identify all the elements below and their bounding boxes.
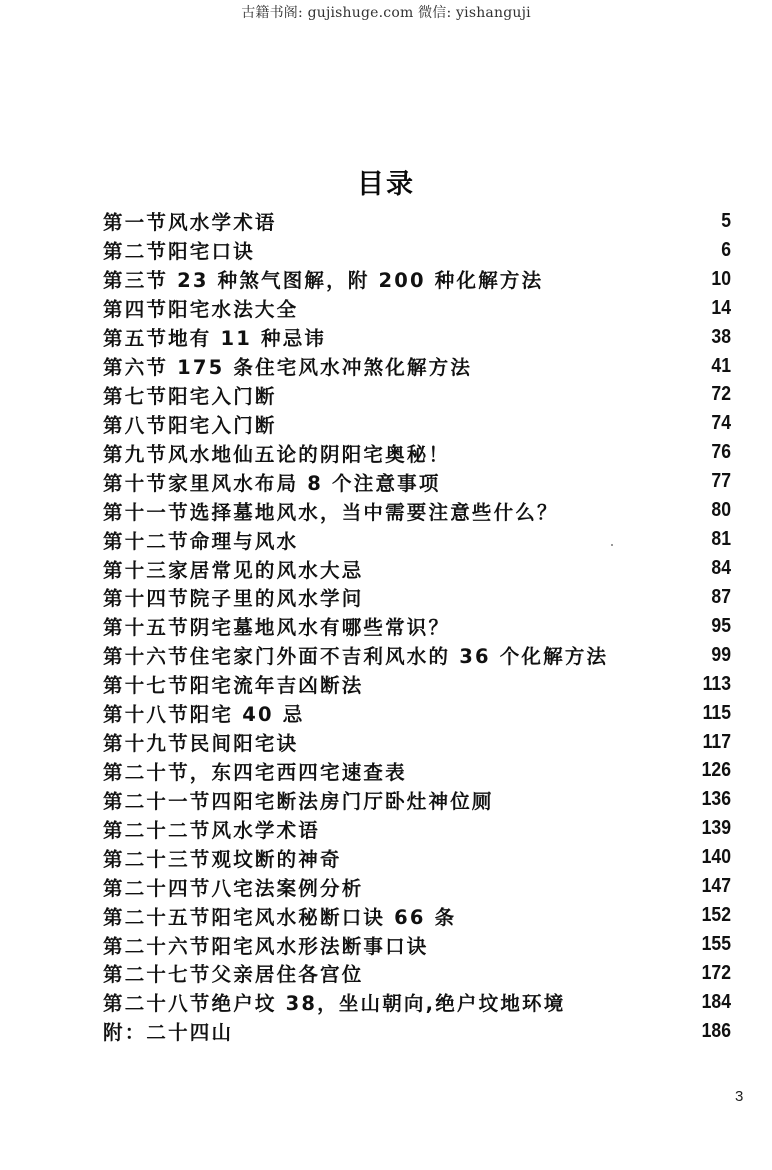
toc-entry-page: 140 — [701, 846, 731, 869]
toc-entry-page: 6 — [721, 238, 731, 261]
toc-entry[interactable] — [103, 641, 731, 670]
toc-entry-page: 113 — [702, 672, 731, 695]
toc-entry-label: 第八节阳宅入门断 — [103, 413, 277, 437]
toc-entry-label: 第二节阳宅口诀 — [103, 240, 255, 264]
toc-entry-page: 147 — [701, 875, 731, 898]
toc-entry[interactable] — [103, 554, 731, 583]
toc-entry-label: 第一节风水学术语 — [103, 211, 277, 235]
toc-entry[interactable] — [103, 467, 731, 496]
toc-entry-page: 139 — [701, 817, 731, 840]
toc-entry-label: 第四节阳宅水法大全 — [103, 298, 299, 322]
toc-entry-label: 第二十二节风水学术语 — [103, 818, 321, 842]
toc-entry[interactable] — [103, 872, 731, 901]
page-number: 3 — [735, 1088, 744, 1105]
watermark-header: 古籍书阁: gujishuge.com 微信: yishanguji — [241, 5, 531, 21]
toc-entry-page: 41 — [711, 354, 731, 377]
toc-entry-label: 第十节家里风水布局 8 个注意事项 — [103, 471, 441, 495]
toc-entry[interactable] — [103, 814, 731, 843]
toc-entry[interactable] — [103, 381, 731, 410]
toc-entry-page: 5 — [721, 209, 731, 232]
toc-entry-page: 152 — [701, 904, 731, 927]
toc-entry-page: 81 — [711, 528, 731, 551]
toc-entry-label: 第二十四节八宅法案例分析 — [103, 876, 364, 900]
toc-entry[interactable] — [103, 525, 731, 554]
toc-entry[interactable] — [103, 294, 731, 323]
toc-entry-page: 184 — [701, 990, 731, 1013]
toc-entry-label: 第十三家居常见的风水大忌 — [103, 558, 364, 582]
toc-entry[interactable] — [103, 901, 731, 930]
toc-entry-page: 38 — [711, 325, 731, 348]
toc-entry[interactable] — [103, 699, 731, 728]
toc-entry-page: 80 — [711, 499, 731, 522]
toc-entry-label: 第十八节阳宅 40 忌 — [103, 703, 305, 727]
toc-entry[interactable] — [103, 265, 731, 294]
toc-entry-label: 第二十三节观坟断的神奇 — [103, 847, 342, 871]
toc-entry-label: 第二十八节绝户坟 38，坐山朝向,绝户坟地环境 — [103, 992, 566, 1016]
toc-entry-label: 第十四节院子里的风水学问 — [103, 587, 364, 611]
toc-entry[interactable] — [103, 785, 731, 814]
toc-entry[interactable] — [103, 930, 731, 959]
toc-entry[interactable] — [103, 352, 731, 381]
toc-entry-page: 14 — [711, 296, 731, 319]
toc-entry[interactable] — [103, 438, 731, 467]
toc-entry[interactable] — [103, 757, 731, 786]
toc-entry[interactable] — [103, 323, 731, 352]
toc-entry-page: 115 — [702, 701, 731, 724]
toc-entry-label: 第十一节选择墓地风水，当中需要注意些什么？ — [103, 500, 559, 524]
toc-entry-page: 74 — [711, 412, 731, 435]
toc-entry-page: 117 — [702, 730, 731, 753]
toc-entry-page: 99 — [711, 643, 731, 666]
toc-entry-page: 136 — [701, 788, 731, 811]
toc-entry-page: 72 — [711, 383, 731, 406]
toc-entry-page: 126 — [701, 759, 731, 782]
scan-speck — [611, 544, 613, 546]
toc-entry-label: 第七节阳宅入门断 — [103, 384, 277, 408]
toc-entry-page: 10 — [711, 267, 731, 290]
toc-title: 目录 — [357, 169, 415, 200]
toc-entry-label: 第二十六节阳宅风水形法断事口诀 — [103, 934, 429, 958]
toc-entry-label: 第十二节命理与风水 — [103, 529, 299, 553]
toc-entry-label: 第六节 175 条住宅风水冲煞化解方法 — [103, 356, 473, 380]
toc-entry-label: 第二十五节阳宅风水秘断口诀 66 条 — [103, 905, 457, 929]
toc-entry[interactable] — [103, 670, 731, 699]
toc-entry-page: 76 — [711, 441, 731, 464]
toc-entry-label: 第二十七节父亲居住各宫位 — [103, 963, 364, 987]
toc-entry-label: 第九节风水地仙五论的阴阳宅奥秘！ — [103, 442, 451, 466]
toc-entry-page: 87 — [711, 585, 731, 608]
toc-entry[interactable] — [103, 236, 731, 265]
toc-entry-label: 附：二十四山 — [103, 1021, 234, 1045]
table-of-contents — [103, 207, 731, 1046]
toc-entry-label: 第二十一节四阳宅断法房门厅卧灶神位厕 — [103, 789, 494, 813]
toc-entry[interactable] — [103, 583, 731, 612]
toc-entry-page: 84 — [711, 557, 731, 580]
toc-entry-label: 第二十节，东四宅西四宅速查表 — [103, 760, 407, 784]
toc-entry-label: 第十五节阴宅墓地风水有哪些常识？ — [103, 616, 451, 640]
toc-entry[interactable] — [103, 207, 731, 236]
toc-entry-page: 186 — [701, 1019, 731, 1042]
toc-entry-label: 第十六节住宅家门外面不吉利风水的 36 个化解方法 — [103, 645, 609, 669]
toc-entry[interactable] — [103, 612, 731, 641]
toc-entry[interactable] — [103, 409, 731, 438]
toc-entry[interactable] — [103, 728, 731, 757]
toc-entry-page: 77 — [711, 470, 731, 493]
toc-entry-label: 第五节地有 11 种忌讳 — [103, 327, 327, 351]
toc-entry[interactable] — [103, 988, 731, 1017]
toc-entry[interactable] — [103, 1017, 731, 1046]
toc-entry-label: 第十七节阳宅流年吉凶断法 — [103, 674, 364, 698]
toc-entry[interactable] — [103, 843, 731, 872]
toc-entry-page: 155 — [701, 933, 731, 955]
toc-entry-label: 第十九节民间阳宅诀 — [103, 732, 299, 756]
toc-entry-page: 95 — [711, 614, 731, 637]
toc-entry[interactable] — [103, 496, 731, 525]
toc-entry-label: 第三节 23 种煞气图解，附 200 种化解方法 — [103, 269, 544, 293]
toc-entry-page: 172 — [701, 961, 731, 984]
toc-entry[interactable] — [103, 959, 731, 988]
